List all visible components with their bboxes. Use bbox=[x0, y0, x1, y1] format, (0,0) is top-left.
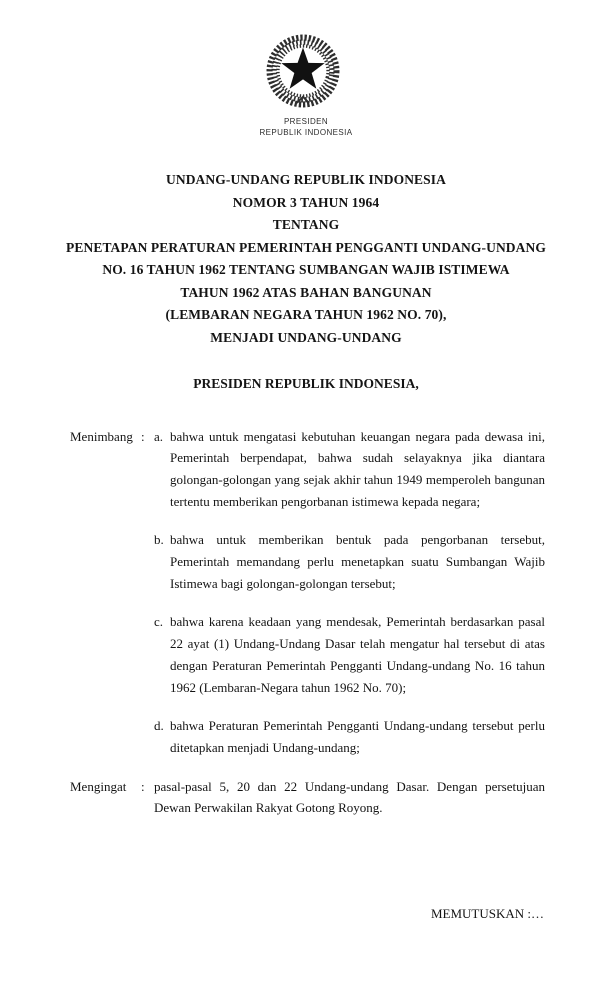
clause-colon: : bbox=[141, 428, 145, 444]
seal-title: PRESIDEN bbox=[283, 117, 329, 126]
seal-subtitle: REPUBLIK INDONESIA bbox=[259, 128, 353, 137]
clause-colon bbox=[141, 611, 154, 698]
clause-text: bahwa Peraturan Pemerintah Pengganti Undang-undang tersebut perlu ditetapkan menjadi Undang-undang; bbox=[170, 718, 545, 755]
title-line-7: (LEMBARAN NEGARA TAHUN 1962 NO. 70), bbox=[165, 307, 447, 322]
mengingat-row bbox=[70, 776, 545, 819]
title-line-4: PENETAPAN PERATURAN PEMERINTAH PENGGANTI UNDANG-UNDANG bbox=[66, 239, 546, 255]
clause-text: bahwa karena keadaan yang mendesak, Pemerintah berdasarkan pasal 22 ayat (1) Undang-Undang Dasar telah mengatur hal tersebut di atas dengan Peraturan Pemerintah Pengganti Undang-undang No. 16 tahun 1962 (Lembaran-Negara tahun 1962 No. 70); bbox=[170, 614, 545, 695]
clause-letter: a. bbox=[154, 428, 164, 444]
clause-text: bahwa untuk mengatasi kebutuhan keuangan negara pada dewasa ini, Pemerintah berpendapat, bahwa sudah selayaknya jika diantara golongan-golongan yang sejak akhir tahun 1949 memperoleh bangunan tertentu memberikan pengorbanan istimewa kepada negara; bbox=[170, 428, 545, 509]
clause-colon bbox=[141, 529, 154, 594]
menimbang-item-a bbox=[70, 426, 545, 513]
clauses-section bbox=[0, 426, 612, 820]
clause-label bbox=[70, 715, 141, 758]
clause-colon bbox=[141, 715, 154, 758]
clause-label: Menimbang bbox=[70, 428, 133, 444]
menimbang-item-d bbox=[70, 715, 545, 758]
title-line-3: TENTANG bbox=[272, 217, 340, 232]
title-line-8: MENJADI UNDANG-UNDANG bbox=[210, 329, 402, 345]
clause-label bbox=[70, 611, 141, 698]
clause-text: pasal-pasal 5, 20 dan 22 Undang-undang Dasar. Dengan persetujuan Dewan Perwakilan Rakyat Gotong Royong. bbox=[154, 778, 545, 816]
clause-label bbox=[70, 529, 141, 594]
salutation: PRESIDEN REPUBLIK INDONESIA, bbox=[193, 376, 419, 391]
menimbang-item-c bbox=[70, 611, 545, 698]
decision-text: MEMUTUSKAN :… bbox=[430, 906, 544, 922]
clause-label: Mengingat bbox=[70, 778, 127, 794]
title-line-6: TAHUN 1962 ATAS BAHAN BANGUNAN bbox=[180, 284, 432, 300]
clause-colon: : bbox=[141, 778, 145, 794]
title-line-1: UNDANG-UNDANG REPUBLIK INDONESIA bbox=[166, 172, 446, 187]
clause-text: bahwa untuk memberikan bentuk pada pengorbanan tersebut, Pemerintah memandang perlu menetapkan suatu Sumbangan Wajib Istimewa bagi golongan-golongan tersebut; bbox=[170, 532, 545, 591]
title-line-2: NOMOR 3 TAHUN 1964 bbox=[232, 194, 380, 210]
clause-letter: c. bbox=[154, 614, 164, 630]
menimbang-item-b bbox=[70, 529, 545, 594]
title-line-5: NO. 16 TAHUN 1962 TENTANG SUMBANGAN WAJIB ISTIMEWA bbox=[102, 262, 510, 277]
clause-letter: d. bbox=[154, 718, 164, 734]
clause-letter: b. bbox=[154, 532, 164, 548]
presidential-seal bbox=[0, 33, 612, 138]
star-icon bbox=[281, 47, 324, 88]
star-wreath-icon bbox=[262, 33, 344, 109]
